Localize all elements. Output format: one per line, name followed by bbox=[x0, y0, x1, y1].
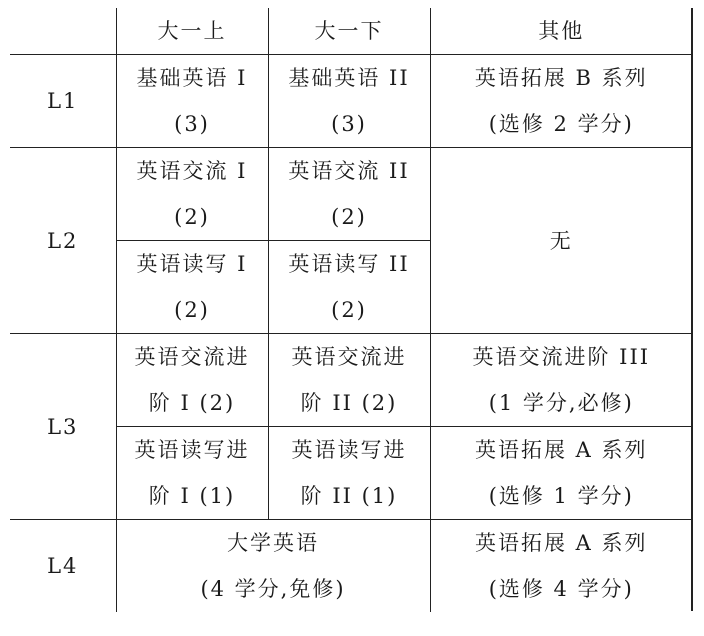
header-semester-1: 大一上 bbox=[116, 8, 268, 55]
course-name: 英语交流进 bbox=[134, 345, 250, 369]
course-cell bbox=[116, 334, 268, 427]
course-credits: (选修 2 学分) bbox=[488, 112, 634, 136]
header-other: 其他 bbox=[430, 8, 692, 55]
course-cell bbox=[268, 427, 430, 520]
course-credits: (2) bbox=[331, 205, 367, 229]
level-label-l2: L2 bbox=[10, 148, 116, 334]
course-credits: 阶 II (2) bbox=[300, 391, 398, 415]
course-name: 英语读写进 bbox=[134, 438, 250, 462]
course-name: 英语交流 I bbox=[136, 159, 248, 183]
course-cell bbox=[430, 55, 692, 148]
course-credits: 阶 II (1) bbox=[300, 484, 398, 508]
course-credits: (选修 1 学分) bbox=[488, 484, 634, 508]
course-credits: (2) bbox=[174, 205, 210, 229]
course-cell-span bbox=[116, 520, 430, 613]
course-name: 英语拓展 B 系列 bbox=[474, 66, 648, 90]
course-name: 英语交流 II bbox=[288, 159, 410, 183]
table-right-border bbox=[691, 8, 693, 611]
course-cell bbox=[268, 334, 430, 427]
course-name: 基础英语 II bbox=[288, 66, 410, 90]
course-name: 大学英语 bbox=[227, 531, 319, 555]
header-corner bbox=[10, 8, 116, 55]
course-name: 英语交流进阶 III bbox=[472, 345, 651, 369]
course-credits: (3) bbox=[331, 112, 367, 136]
course-cell bbox=[430, 520, 692, 613]
course-cell bbox=[430, 334, 692, 427]
level-label-l4: L4 bbox=[10, 520, 116, 613]
course-cell bbox=[268, 55, 430, 148]
course-cell bbox=[116, 148, 268, 241]
course-credits: (2) bbox=[174, 298, 210, 322]
header-row bbox=[10, 8, 692, 55]
course-cell bbox=[116, 427, 268, 520]
course-name: 基础英语 I bbox=[136, 66, 248, 90]
course-name: 英语拓展 A 系列 bbox=[474, 438, 648, 462]
level-row-l2a bbox=[10, 148, 692, 241]
course-credits: (3) bbox=[174, 112, 210, 136]
course-name: 英语读写进 bbox=[291, 438, 407, 462]
level-row-l1 bbox=[10, 55, 692, 148]
course-credits: 阶 I (2) bbox=[148, 391, 236, 415]
course-credits: (选修 4 学分) bbox=[488, 577, 634, 601]
level-row-l4 bbox=[10, 520, 692, 613]
course-name: 英语拓展 A 系列 bbox=[474, 531, 648, 555]
course-credits: (2) bbox=[331, 298, 367, 322]
course-cell bbox=[268, 148, 430, 241]
course-cell-none: 无 bbox=[430, 148, 692, 334]
course-name: 英语交流进 bbox=[291, 345, 407, 369]
course-cell bbox=[116, 55, 268, 148]
course-cell bbox=[116, 241, 268, 334]
level-row-l3a bbox=[10, 334, 692, 427]
course-name: 英语读写 II bbox=[288, 252, 410, 276]
curriculum-table bbox=[10, 8, 692, 612]
header-semester-2: 大一下 bbox=[268, 8, 430, 55]
course-name: 英语读写 I bbox=[136, 252, 248, 276]
course-credits: (1 学分,必修) bbox=[488, 391, 634, 415]
course-cell bbox=[430, 427, 692, 520]
level-label-l3: L3 bbox=[10, 334, 116, 520]
course-cell bbox=[268, 241, 430, 334]
level-label-l1: L1 bbox=[10, 55, 116, 148]
course-credits: 阶 I (1) bbox=[148, 484, 236, 508]
course-credits: (4 学分,免修) bbox=[200, 577, 346, 601]
